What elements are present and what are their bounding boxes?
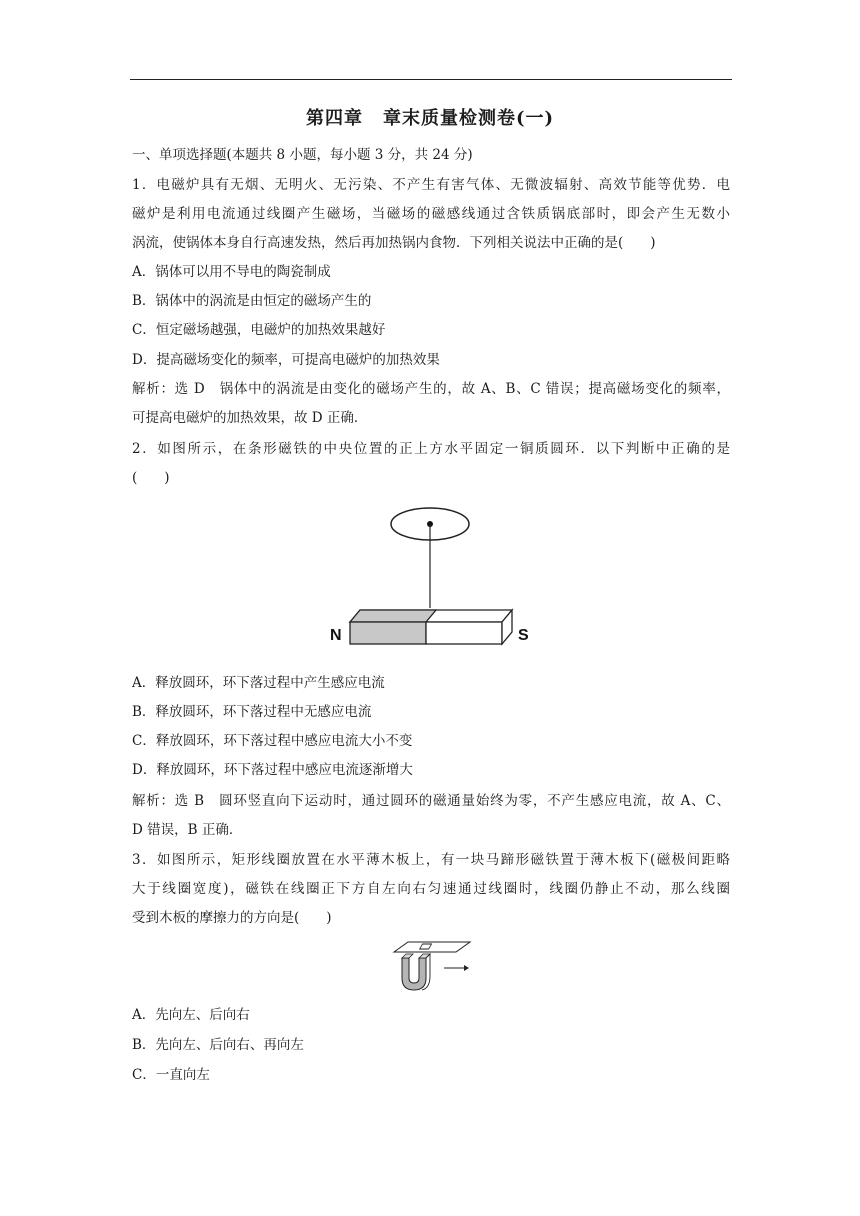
q2-analysis-line-2: D 错误，B 正确． (132, 822, 243, 838)
q2-stem-line-2: ( ) (132, 470, 170, 486)
q2-option-a: A．释放圆环，环下落过程中产生感应电流 (132, 675, 385, 691)
section-heading: 一、单项选择题(本题共 8 小题，每小题 3 分，共 24 分) (132, 147, 473, 163)
q3-option-b: B．先向左、后向右、再向左 (132, 1037, 304, 1053)
q1-stem-line-2: 磁炉是利用电流通过线圈产生磁场，当磁场的磁感线通过含铁质锅底部时，即会产生无数小 (132, 206, 730, 222)
magnet-n-half (350, 622, 426, 644)
wood-board (394, 942, 470, 952)
q3-option-c: C．一直向左 (132, 1067, 210, 1083)
q1-option-d: D．提高磁场变化的频率，可提高电磁炉的加热效果 (132, 352, 440, 368)
q2-option-d: D．释放圆环，环下落过程中感应电流逐渐增大 (132, 762, 413, 778)
q1-option-b: B．锅体中的涡流是由恒定的磁场产生的 (132, 293, 372, 309)
q2-analysis-line-1: 解析：选 B 圆环竖直向下运动时，通过圆环的磁通量始终为零，不产生感应电流，故 A、C、 (132, 793, 730, 809)
q2-option-b: B．释放圆环，环下落过程中无感应电流 (132, 704, 372, 720)
magnet-s-label: S (518, 627, 529, 644)
q1-option-c: C．恒定磁场越强，电磁炉的加热效果越好 (132, 322, 386, 338)
title-text: 章末质量检测卷(一) (382, 108, 555, 129)
q3-stem-line-1: 3．如图所示，矩形线圈放置在水平薄木板上，有一块马蹄形磁铁置于薄木板下(磁极间距略 (132, 852, 730, 868)
header-rule (130, 79, 732, 80)
q2-stem-line-1: 2．如图所示，在条形磁铁的中央位置的正上方水平固定一铜质圆环．以下判断中正确的是 (132, 441, 730, 457)
q1-stem-line-1: 1．电磁炉具有无烟、无明火、无污染、不产生有害气体、无微波辐射、高效节能等优势．电 (132, 177, 730, 193)
coil-horseshoe-figure (392, 938, 472, 994)
q3-option-a: A．先向左、后向右 (132, 1007, 250, 1023)
magnet-n-top (350, 610, 436, 622)
page-title (0, 104, 860, 130)
magnet-s-half (426, 622, 502, 644)
horseshoe-magnet (402, 958, 426, 990)
magnet-n-label: N (330, 627, 342, 644)
q3-stem-line-3: 受到木板的摩擦力的方向是( ) (132, 910, 332, 926)
q1-analysis-line-1: 解析：选 D 锅体中的涡流是由变化的磁场产生的，故 A、B、C 错误；提高磁场变化的频率， (132, 381, 730, 397)
ring-magnet-figure (320, 500, 540, 650)
q1-stem-line-3: 涡流，使锅体本身自行高速发热，然后再加热锅内食物．下列相关说法中正确的是( ) (132, 235, 656, 251)
q2-option-c: C．释放圆环，环下落过程中感应电流大小不变 (132, 733, 413, 749)
chapter-label: 第四章 (305, 108, 363, 129)
q3-stem-line-2: 大于线圈宽度)，磁铁在线圈正下方自左向右匀速通过线圈时，线圈仍静止不动，那么线圈 (132, 881, 730, 897)
horseshoe-top-left (402, 954, 413, 958)
motion-arrow-head (464, 965, 469, 971)
q1-option-a: A．锅体可以用不导电的陶瓷制成 (132, 264, 331, 280)
q1-analysis-line-2: 可提高电磁炉的加热效果，故 D 正确． (132, 410, 368, 426)
